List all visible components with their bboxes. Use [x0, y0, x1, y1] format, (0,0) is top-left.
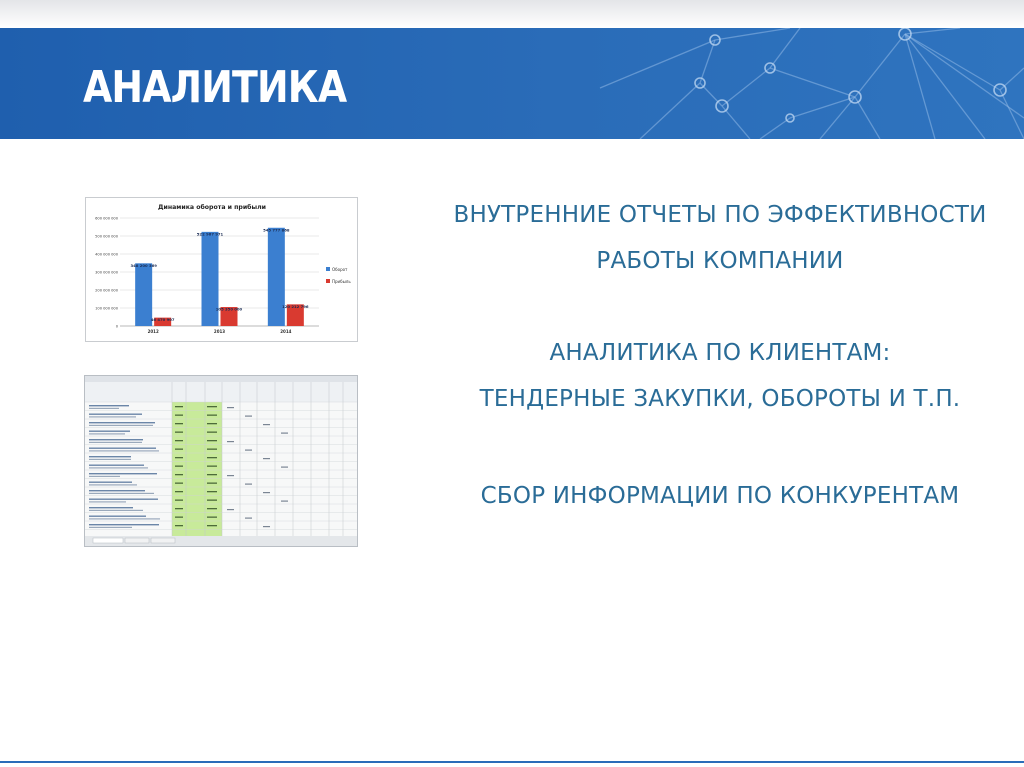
sheet-cell-mark	[175, 415, 183, 416]
sheet-cell-mark	[207, 508, 217, 509]
header-band	[0, 28, 1024, 139]
bar-Оборот	[268, 228, 285, 326]
y-tick-label: 600 000 000	[95, 216, 118, 221]
sheet-cell-mark	[207, 406, 217, 407]
sheet-tab	[151, 538, 175, 543]
sheet-cell-mark	[263, 492, 270, 493]
slide-title: АНАЛИТИКА	[83, 62, 347, 113]
sheet-cell-mark	[227, 509, 234, 510]
sheet-text-line	[89, 422, 155, 423]
sheet-text-line	[89, 416, 136, 417]
sheet-cell-mark	[281, 467, 288, 468]
sheet-cell-mark	[245, 484, 252, 485]
sheet-cell-mark	[245, 450, 252, 451]
sheet-text-line	[89, 459, 131, 460]
sheet-cell-mark	[175, 491, 183, 492]
sheet-cell-mark	[263, 458, 270, 459]
sheet-cell-mark	[175, 406, 183, 407]
sheet-text-line	[89, 516, 146, 517]
y-tick-label: 200 000 000	[95, 288, 118, 293]
x-tick-label: 2012	[147, 329, 159, 334]
bar-data-label: 105 350 000	[215, 306, 243, 312]
sheet-text-line	[89, 499, 158, 500]
sheet-text-line	[89, 456, 131, 457]
sheet-text-line	[89, 507, 133, 508]
sheet-cell-mark	[175, 440, 183, 441]
bar-data-label: 46 470 907	[150, 317, 175, 323]
sheet-text-line	[89, 439, 143, 440]
sheet-cell-mark	[207, 517, 217, 518]
legend-label: Оборот	[332, 267, 348, 272]
bar-data-label: 120 212 796	[282, 303, 309, 309]
bar-data-label: 522 967 971	[196, 231, 224, 237]
sheet-text-line	[89, 518, 160, 519]
chart-title: Динамика оборота и прибыли	[158, 204, 266, 211]
sheet-cell-mark	[207, 449, 217, 450]
sheet-cell-mark	[245, 416, 252, 417]
bar-Оборот	[202, 232, 219, 326]
clients-line-1: АНАЛИТИКА ПО КЛИЕНТАМ:	[549, 340, 891, 366]
footer-line	[0, 761, 1024, 763]
sheet-cell-mark	[207, 457, 217, 458]
x-tick-label: 2013	[213, 329, 226, 334]
turnover-profit-chart	[86, 198, 357, 341]
sheet-text-line	[89, 482, 132, 483]
sheet-text-line	[89, 484, 137, 485]
sheet-text-line	[89, 433, 125, 434]
spreadsheet-preview	[85, 376, 357, 546]
y-tick-label: 100 000 000	[95, 306, 118, 311]
sheet-cell-mark	[175, 500, 183, 501]
legend-label: Прибыль	[332, 279, 351, 284]
sheet-text-line	[89, 510, 143, 511]
reports-line-2: РАБОТЫ КОМПАНИИ	[596, 248, 844, 274]
sheet-cell-mark	[207, 491, 217, 492]
sheet-cell-mark	[263, 526, 270, 527]
sheet-cell-mark	[207, 415, 217, 416]
sheet-text-line	[89, 450, 159, 451]
sheet-text-line	[89, 493, 154, 494]
sheet-text-line	[89, 473, 157, 474]
sheet-cell-mark	[227, 407, 234, 408]
sheet-cell-mark	[175, 474, 183, 475]
sheet-text-line	[89, 442, 142, 443]
y-tick-label: 500 000 000	[95, 234, 118, 239]
reports-text	[420, 192, 1020, 284]
sheet-cell-mark	[245, 518, 252, 519]
sheet-cell-mark	[207, 483, 217, 484]
legend-swatch	[326, 279, 330, 283]
sheet-cell-mark	[281, 433, 288, 434]
clients-text	[420, 330, 1020, 422]
sheet-text-line	[89, 448, 156, 449]
sheet-cell-mark	[207, 466, 217, 467]
x-tick-label: 2014	[280, 329, 292, 334]
y-tick-label: 400 000 000	[95, 252, 118, 257]
sheet-cell-mark	[227, 441, 234, 442]
legend-swatch	[326, 267, 330, 271]
clients-line-2: ТЕНДЕРНЫЕ ЗАКУПКИ, ОБОРОТЫ И Т.П.	[479, 386, 961, 412]
sheet-text-line	[89, 465, 144, 466]
y-tick-label: 0	[115, 324, 118, 329]
sheet-column-header	[85, 376, 357, 382]
sheet-cell-mark	[175, 466, 183, 467]
sheet-cell-mark	[281, 501, 288, 502]
sheet-text-line	[89, 425, 153, 426]
sheet-header-row	[85, 382, 357, 402]
sheet-text-line	[89, 414, 142, 415]
sheet-cell-mark	[207, 474, 217, 475]
bar-data-label: 545 777 868	[263, 227, 290, 233]
sheet-cell-mark	[175, 525, 183, 526]
sheet-cell-mark	[263, 424, 270, 425]
sheet-cell-mark	[207, 432, 217, 433]
sheet-cell-mark	[207, 500, 217, 501]
sheet-cell-mark	[175, 457, 183, 458]
sheet-cell-mark	[175, 517, 183, 518]
sheet-cell-mark	[175, 423, 183, 424]
sheet-cell-mark	[207, 525, 217, 526]
sheet-text-line	[89, 476, 120, 477]
y-tick-label: 300 000 000	[95, 270, 118, 275]
reports-line-1: ВНУТРЕННИЕ ОТЧЕТЫ ПО ЭФФЕКТИВНОСТИ	[453, 202, 987, 228]
bar-Оборот	[135, 263, 152, 326]
sheet-text-line	[89, 405, 129, 406]
sheet-cell-mark	[175, 449, 183, 450]
sheet-text-line	[89, 527, 132, 528]
sheet-text-line	[89, 501, 126, 502]
sheet-text-line	[89, 467, 148, 468]
spreadsheet-thumbnail	[84, 375, 358, 547]
sheet-cell-mark	[175, 483, 183, 484]
sheet-cell-mark	[227, 475, 234, 476]
competitors-line-1: СБОР ИНФОРМАЦИИ ПО КОНКУРЕНТАМ	[480, 483, 960, 509]
sheet-cell-mark	[207, 423, 217, 424]
sheet-text-line	[89, 524, 159, 525]
top-shadow	[0, 0, 1024, 28]
sheet-cell-mark	[207, 440, 217, 441]
sheet-cell-mark	[175, 432, 183, 433]
sheet-tab	[125, 538, 149, 543]
sheet-text-line	[89, 490, 145, 491]
sheet-cell-mark	[175, 508, 183, 509]
competitors-text	[420, 473, 1020, 519]
sheet-green-column	[172, 382, 222, 536]
sheet-text-line	[89, 408, 119, 409]
chart-thumbnail	[85, 197, 358, 342]
sheet-text-line	[89, 431, 130, 432]
bar-data-label: 348 200 369	[130, 262, 157, 268]
sheet-tab	[93, 538, 123, 543]
